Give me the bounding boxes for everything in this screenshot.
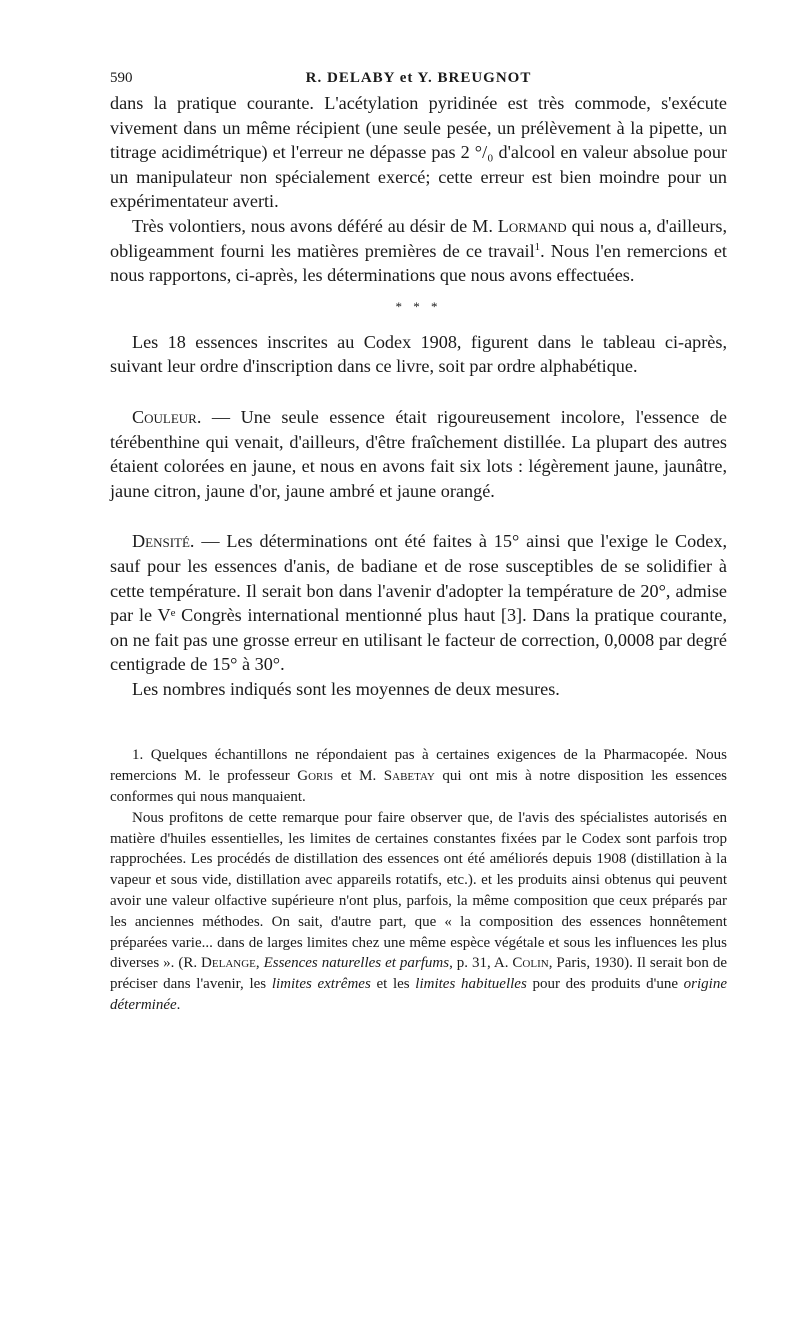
paragraph-codex: Les 18 essences inscrites au Codex 1908, figurent dans le tableau ci-après, suivant leur ordre d'inscription dans ce livre, soit par ordre alphabétique. xyxy=(110,331,727,377)
asterism: * * * xyxy=(395,298,442,314)
footnote-ref: 1 xyxy=(534,240,541,253)
running-head: R. DELABY et Y. BREUGNOT xyxy=(305,70,532,86)
footnote-remarque: Nous profitons de cette remarque pour faire observer que, de l'avis des spécialistes autorisés en matière d'huiles essentielles, les limites de certaines constantes fixées par le Codex sont parfois trop rapprochées. Les procédés de distillation des essences ont été améliorés depuis 1908 (distillation à la vapeur et sous vide, distillation avec appareils rotatifs, etc.). et les produits ainsi obtenus qui peuvent avoir une valeur olfactive supérieure n'ont plus, parfois, la même composition que ceux préparés par les anciennes méthodes. On sait, d'autre part, que « la composition des essences honnêtement préparées varie... dans de larges limites chez une même espèce végétale et sous les influences les plus diverses ». (R. Delange, Essences naturelles et parfums, p. 31, A. Colin, Paris, 1930). Il serait bon de préciser dans l'avenir, les limites extrêmes et les limites habituelles pour des produits d'une origine déterminée. xyxy=(110,809,728,1014)
paragraph-acetylation: dans la pratique courante. L'acétylation pyridinée est très commode, s'exécute vivement dans un même récipient (une seule pesée, un prélèvement à la pipette, un titrage acidimétrique) et l'erreur ne dépasse pas 2 °/₀ d'alcool en valeur absolue pour un manipulateur non spécialement exercé; cette erreur est bien moindre pour un expérimentateur averti. xyxy=(110,93,727,212)
document-page xyxy=(110,70,727,1016)
section-heading-couleur: Couleur. xyxy=(132,406,202,427)
page-number: 590 xyxy=(110,70,133,86)
footnote-1: 1. Quelques échantillons ne répondaient pas à certaines exigences de la Pharmacopée. Nous remercions M. le professeur Goris et M. Sabetay qui ont mis à notre disposition les essences conformes qui nous manquaient. xyxy=(110,747,727,806)
paragraph-couleur: Couleur. — Une seule essence était rigoureusement incolore, l'essence de térébenthine qui venait, d'ailleurs, d'être fraîchement distillée. La plupart des autres étaient colorées en jaune, et nous en avons fait six lots : légèrement jaune, jaunâtre, jaune citron, jaune d'or, jaune ambré et jaune orangé. xyxy=(110,406,727,501)
page-header xyxy=(110,70,727,87)
paragraph-lormand: Très volontiers, nous avons déféré au désir de M. Lormand qui nous a, d'ailleurs, obligeamment fourni les matières premières de ce travail$^1$. Nous l'en remercions et nous rapportons, ci-après, les déterminations que nous avons effectuées. xyxy=(110,215,727,286)
paragraph-densite: Densité. — Les déterminations ont été faites à 15° ainsi que l'exige le Codex, sauf pour les essences d'anis, de badiane et de rose susceptibles de se solidifier à cette température. Il serait bon dans l'avenir d'adopter la température de 20°, admise par le Vᵉ Congrès international mentionné plus haut [3]. Dans la pratique courante, on ne fait pas une grosse erreur en utilisant le facteur de correction, 0,0008 par degré centigrade de 15° à 30°. xyxy=(110,531,727,675)
footnotes xyxy=(110,745,727,1015)
paragraph-moyennes: Les nombres indiqués sont les moyennes de deux mesures. xyxy=(132,678,560,699)
section-heading-densite: Densité. xyxy=(132,531,195,552)
author-name: Lormand xyxy=(497,215,567,236)
